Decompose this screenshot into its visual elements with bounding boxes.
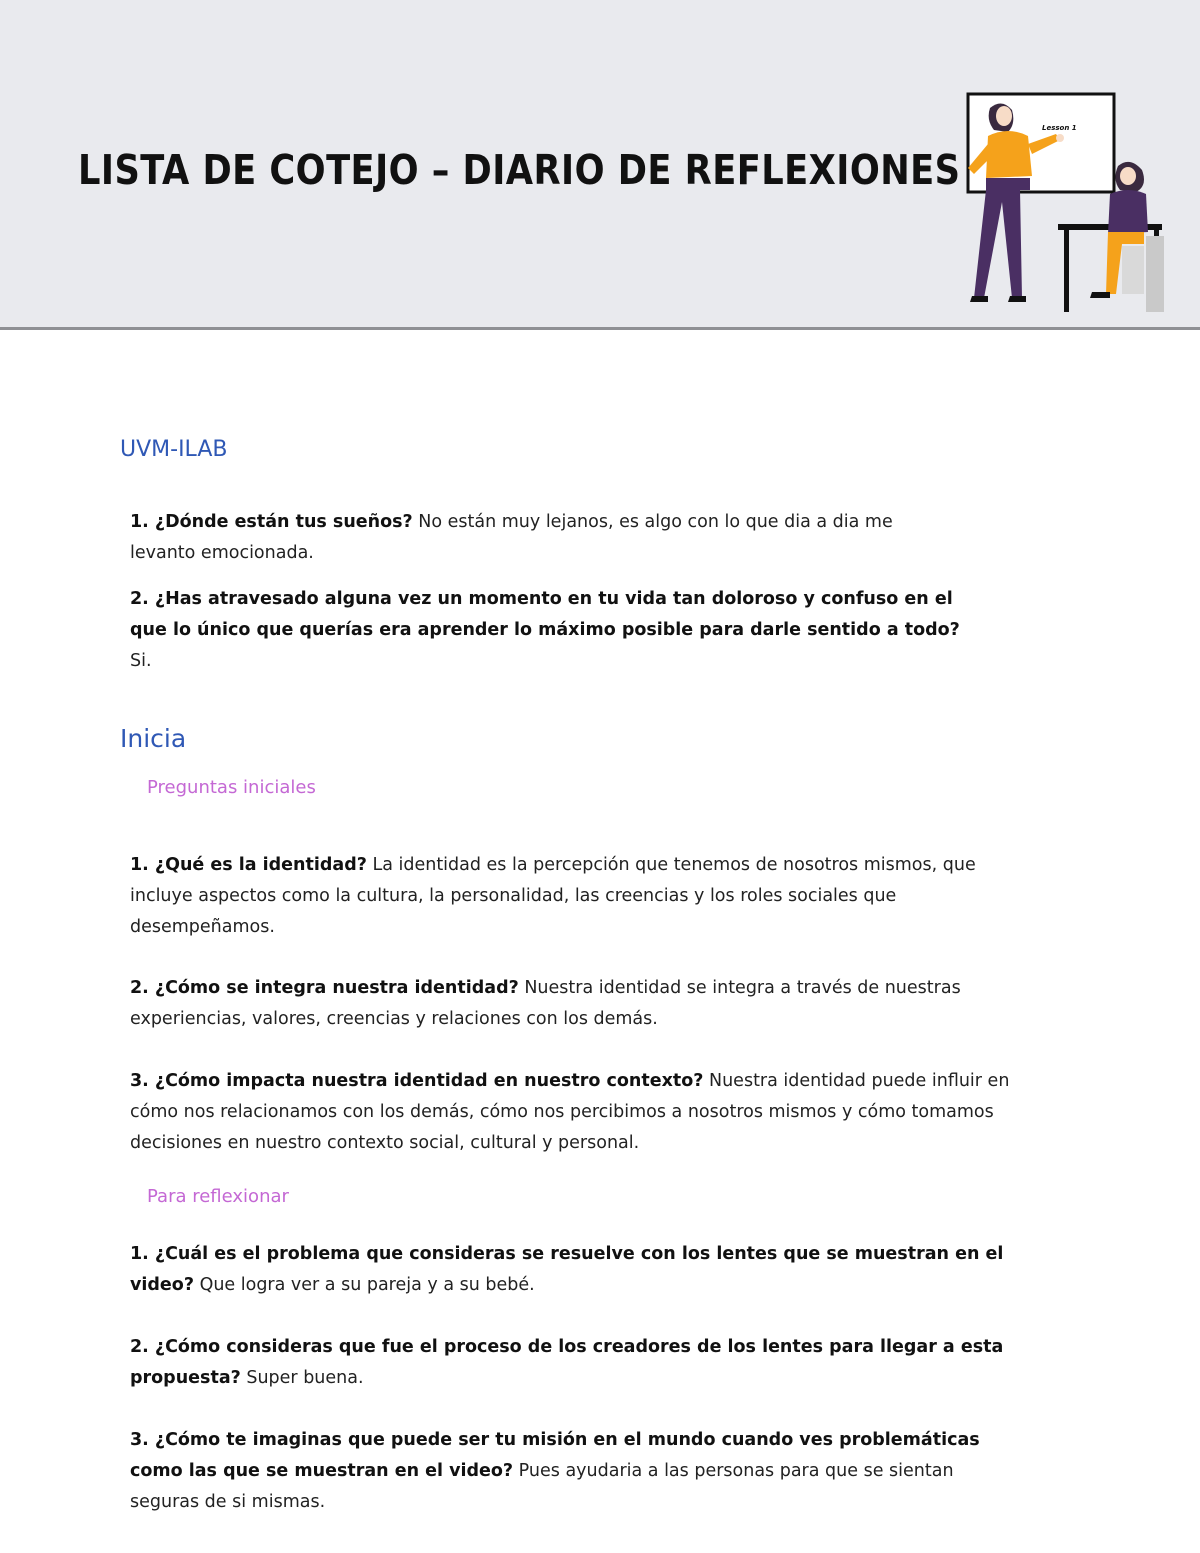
question-text: 2. ¿Cómo consideras que fue el proceso de los creadores de los lentes para llegar a esta propuesta? bbox=[130, 1337, 1004, 1388]
question-text: 2. ¿Cómo se integra nuestra identidad? bbox=[130, 978, 519, 998]
section-title: Inicia bbox=[120, 724, 187, 753]
org-label: UVM-ILAB bbox=[120, 437, 228, 462]
list-item bbox=[130, 1239, 1020, 1301]
answer-text: No están muy lejanos, es algo con lo que dia a dia me levanto emocionada. bbox=[130, 512, 893, 563]
question-text: 3. ¿Cómo te imaginas que puede ser tu misión en el mundo cuando ves problemáticas como las que se muestran en el video? bbox=[130, 1430, 980, 1481]
question-text: 2. ¿Has atravesado alguna vez un momento en tu vida tan doloroso y confuso en el que lo único que querías era aprender lo máximo posible para darle sentido a todo? bbox=[130, 589, 960, 640]
intro-question-1 bbox=[130, 507, 950, 569]
answer-text: Que logra ver a su pareja y a su bebé. bbox=[199, 1275, 535, 1295]
question-text: 1. ¿Dónde están tus sueños? bbox=[130, 512, 413, 532]
answer-text: Nuestra identidad se integra a través de nuestras experiencias, valores, creencias y relaciones con los demás. bbox=[130, 978, 961, 1029]
answer-text: Pues ayudaria a las personas para que se sientan seguras de si mismas. bbox=[130, 1461, 954, 1512]
list-item bbox=[130, 1066, 1020, 1159]
subsection-title: Preguntas iniciales bbox=[147, 777, 316, 798]
intro-question-2 bbox=[130, 584, 970, 677]
list-item bbox=[130, 850, 1020, 943]
question-text: 3. ¿Cómo impacta nuestra identidad en nuestro contexto? bbox=[130, 1071, 704, 1091]
question-text: 1. ¿Cuál es el problema que consideras se resuelve con los lentes que se muestran en el video? bbox=[130, 1244, 1004, 1295]
header-banner bbox=[0, 0, 1200, 330]
document-title: LISTA DE COTEJO – DIARIO DE REFLEXIONES bbox=[78, 146, 961, 194]
list-item bbox=[130, 973, 1020, 1035]
list-item bbox=[130, 1425, 990, 1518]
whiteboard-label: Lesson 1 bbox=[1042, 124, 1077, 132]
answer-text: La identidad es la percepción que tenemos de nosotros mismos, que incluye aspectos como la cultura, la personalidad, las creencias y los roles sociales que desempeñamos. bbox=[130, 855, 976, 937]
subsection-title: Para reflexionar bbox=[147, 1186, 289, 1207]
answer-text: Si. bbox=[130, 651, 152, 671]
answer-text: Nuestra identidad puede influir en cómo nos relacionamos con los demás, cómo nos percibimos a nosotros mismos y cómo tomamos decisiones en nuestro contexto social, cultural y personal. bbox=[130, 1071, 1010, 1153]
teacher-student-illustration bbox=[950, 86, 1180, 316]
list-item bbox=[130, 1332, 1020, 1394]
question-text: 1. ¿Qué es la identidad? bbox=[130, 855, 367, 875]
answer-text: Super buena. bbox=[246, 1368, 364, 1388]
